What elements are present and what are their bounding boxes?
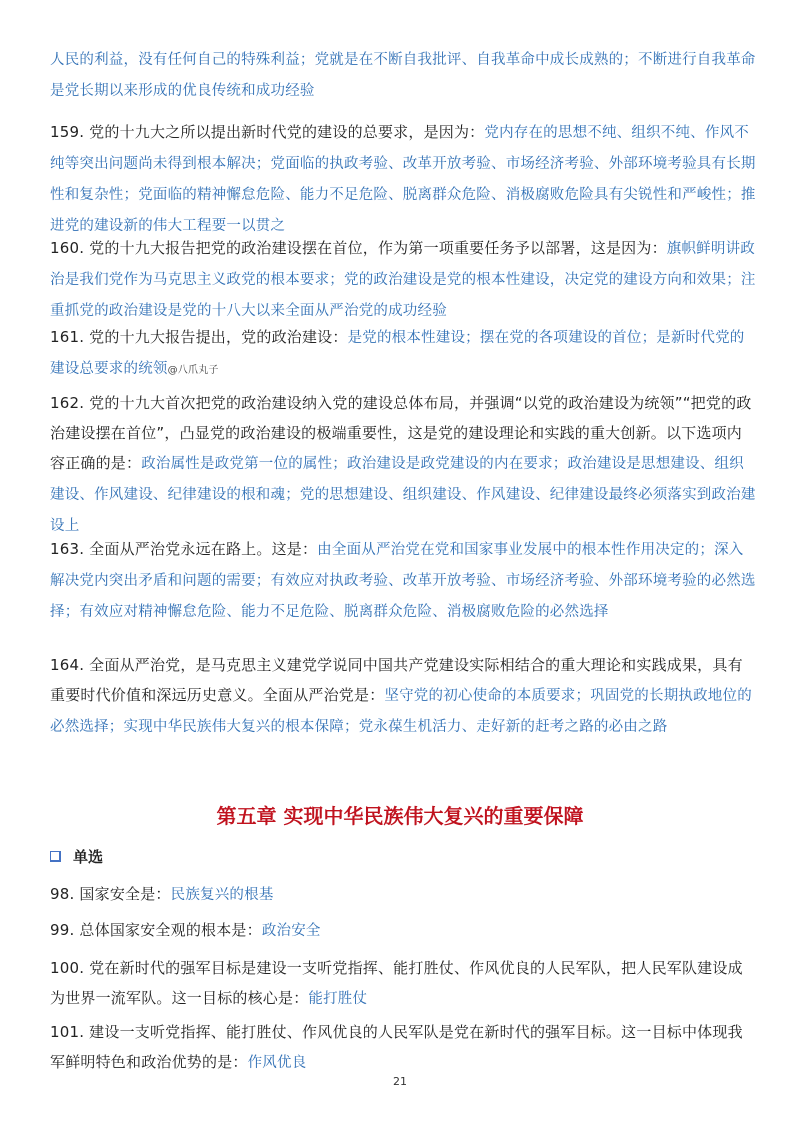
question-162 bbox=[50, 388, 756, 541]
answer-text: 民族复兴的根基 bbox=[170, 887, 274, 903]
answer-text: 作风优良 bbox=[247, 1055, 307, 1071]
answer-text: 人民的利益，没有任何自己的特殊利益；党就是在不断自我批评、自我革命中成长成熟的；不断进行自我革命是党长期以来形成的优良传统和成功经验 bbox=[50, 52, 756, 99]
checkbox-icon bbox=[50, 851, 61, 862]
answer-text: 由全面从严治党在党和国家事业发展中的根本性作用决定的；深入解决党内突出矛盾和问题的需要；有效应对执政考验、改革开放考验、市场经济考验、外部环境考验的必然选择；有效应对精神懈怠危险、能力不足危险、脱离群众危险、消极腐败危险的必然选择 bbox=[50, 542, 756, 620]
question-100 bbox=[50, 953, 756, 1014]
question-text: 164. 全面从严治党，是马克思主义建党学说同中国共产党建设实际相结合的重大理论和实践成果，具有重要时代价值和深远历史意义。全面从严治党是： bbox=[50, 656, 743, 704]
question-159 bbox=[50, 117, 756, 241]
answer-text: 政治安全 bbox=[261, 923, 321, 939]
answer-text: 能打胜仗 bbox=[308, 991, 368, 1007]
question-98 bbox=[50, 879, 756, 910]
question-text: 99. 总体国家安全观的根本是： bbox=[50, 921, 262, 939]
question-164 bbox=[50, 650, 756, 742]
watermark-text: @八爪丸子 bbox=[167, 365, 219, 376]
question-160 bbox=[50, 233, 756, 326]
answer-text: 是党的根本性建设；摆在党的各项建设的首位；是新时代党的建设总要求的统领 bbox=[50, 330, 745, 377]
answer-text: 党内存在的思想不纯、组织不纯、作风不纯等突出问题尚未得到根本解决；党面临的执政考验、改革开放考验、市场经济考验、外部环境考验具有长期性和复杂性；党面临的精神懈怠危险、能力不足危险、脱离群众危险、消极腐败危险具有尖锐性和严峻性；推进党的建设新的伟大工程要一以贯之 bbox=[50, 125, 756, 234]
chapter-title: 第五章 实现中华民族伟大复兴的重要保障 bbox=[216, 804, 584, 828]
answer-text: 坚守党的初心使命的本质要求；巩固党的长期执政地位的必然选择；实现中华民族伟大复兴的根本保障；党永葆生机活力、走好新的赶考之路的必由之路 bbox=[50, 688, 752, 735]
section-label: 单选 bbox=[73, 848, 104, 866]
question-text: 159. 党的十九大之所以提出新时代党的建设的总要求，是因为： bbox=[50, 123, 485, 141]
page-number: 21 bbox=[393, 1075, 407, 1088]
section-heading bbox=[50, 846, 103, 867]
paragraph-continued bbox=[50, 44, 756, 106]
answer-text: 政治属性是政党第一位的属性；政治建设是政党建设的内在要求；政治建设是思想建设、组织建设、作风建设、纪律建设的根和魂；党的思想建设、组织建设、作风建设、纪律建设最终必须落实到政治建设上 bbox=[50, 456, 756, 534]
question-101 bbox=[50, 1017, 756, 1078]
question-text: 162. 党的十九大首次把党的政治建设纳入党的建设总体布局，并强调“以党的政治建设为统领”“把党的政治建设摆在首位”，凸显党的政治建设的极端重要性，这是党的建设理论和实践的重大创新。以下选项内容正确的是： bbox=[50, 394, 752, 472]
question-text: 163. 全面从严治党永远在路上。这是： bbox=[50, 540, 318, 558]
question-99 bbox=[50, 915, 756, 946]
question-text: 160. 党的十九大报告把党的政治建设摆在首位，作为第一项重要任务予以部署，这是因为： bbox=[50, 239, 667, 257]
question-text: 101. 建设一支听党指挥、能打胜仗、作风优良的人民军队是党在新时代的强军目标。这一目标中体现我军鲜明特色和政治优势的是： bbox=[50, 1023, 743, 1071]
question-161 bbox=[50, 322, 756, 386]
question-163 bbox=[50, 534, 756, 627]
question-text: 98. 国家安全是： bbox=[50, 885, 171, 903]
question-text: 100. 党在新时代的强军目标是建设一支听党指挥、能打胜仗、作风优良的人民军队，把人民军队建设成为世界一流军队。这一目标的核心是： bbox=[50, 959, 743, 1007]
answer-text: 旗帜鲜明讲政治是我们党作为马克思主义政党的根本要求；党的政治建设是党的根本性建设，决定党的建设方向和效果；注重抓党的政治建设是党的十八大以来全面从严治党的成功经验 bbox=[50, 241, 756, 319]
question-text: 161. 党的十九大报告提出，党的政治建设： bbox=[50, 328, 348, 346]
